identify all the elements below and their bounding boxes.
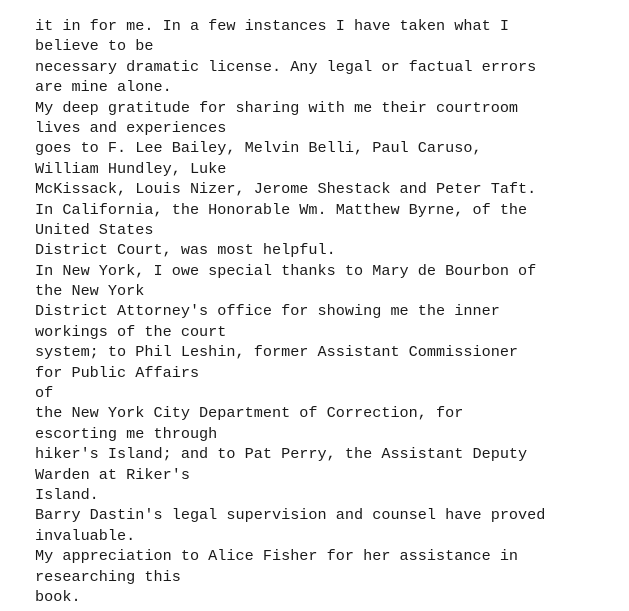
- text-line: In New York, I owe special thanks to Mary de Bourbon of: [35, 261, 537, 280]
- text-line: My appreciation to Alice Fisher for her assistance in: [35, 547, 519, 566]
- text-line: Barry Dastin's legal supervision and counsel have proved: [35, 506, 546, 525]
- text-line: the New York City Department of Correction, for: [35, 404, 464, 423]
- text-line: it in for me. In a few instances I have taken what I: [35, 17, 509, 35]
- text-line: book.: [35, 587, 81, 606]
- text-line: hiker's Island; and to Pat Perry, the Assistant Deputy: [35, 445, 528, 464]
- text-line: the New York: [35, 282, 145, 301]
- text-line: of: [35, 384, 54, 403]
- text-line: system; to Phil Leshin, former Assistant Commissioner: [35, 343, 519, 362]
- text-line: goes to F. Lee Bailey, Melvin Belli, Paul Caruso,: [35, 139, 482, 158]
- text-line: escorting me through: [35, 424, 218, 443]
- text-line: necessary dramatic license. Any legal or factual errors: [35, 57, 537, 76]
- text-line: believe to be: [35, 37, 154, 56]
- text-line: United States: [35, 220, 154, 239]
- text-line: invaluable.: [35, 526, 136, 545]
- document-body: [35, 16, 615, 607]
- text-line: workings of the court: [35, 322, 227, 341]
- text-line: Warden at Riker's: [35, 465, 190, 484]
- text-line: McKissack, Louis Nizer, Jerome Shestack and Peter Taft.: [35, 180, 537, 199]
- text-line: are mine alone.: [35, 78, 172, 97]
- text-line: District Court, was most helpful.: [35, 241, 336, 260]
- text-line: Island.: [35, 485, 99, 504]
- text-line: William Hundley, Luke: [35, 159, 227, 178]
- text-line: for Public Affairs: [35, 363, 200, 382]
- text-line: District Attorney's office for showing me the inner: [35, 302, 500, 321]
- text-line: My deep gratitude for sharing with me their courtroom: [35, 98, 519, 117]
- text-line: In California, the Honorable Wm. Matthew Byrne, of the: [35, 200, 528, 219]
- text-line: lives and experiences: [35, 118, 227, 137]
- text-line: researching this: [35, 567, 181, 586]
